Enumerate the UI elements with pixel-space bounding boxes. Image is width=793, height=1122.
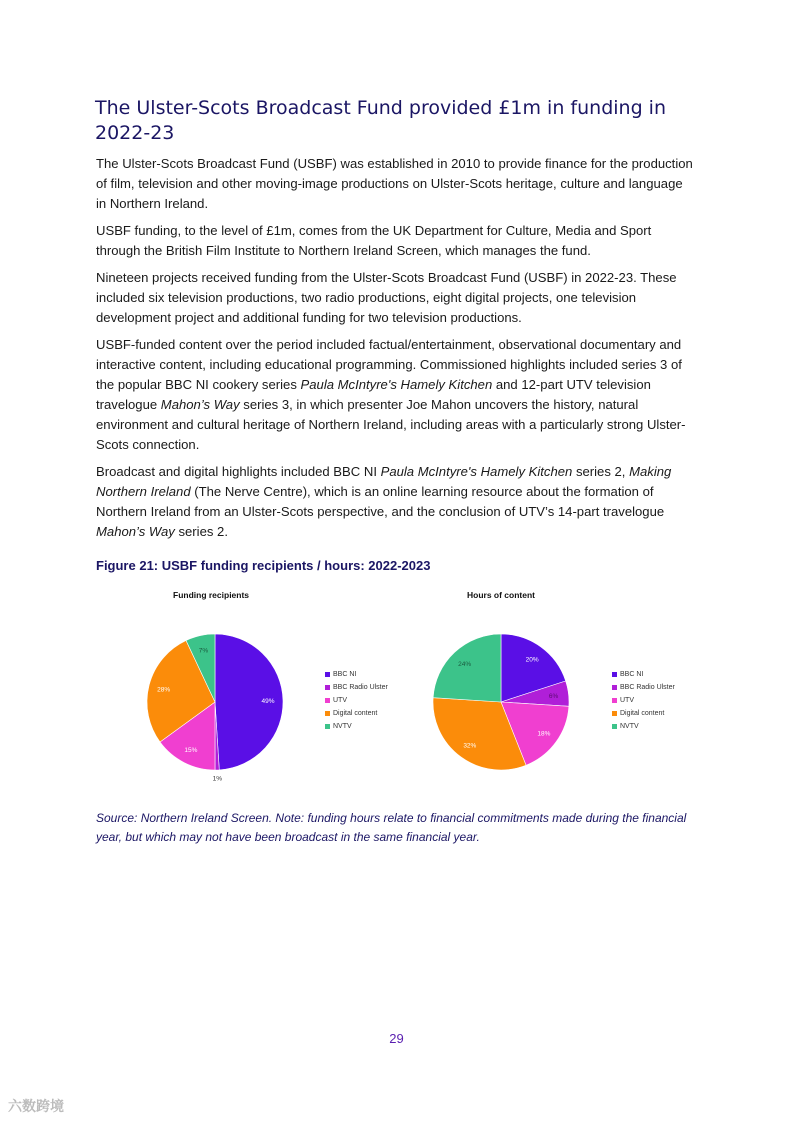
legend-swatch	[612, 672, 617, 677]
chart-title-funding: Funding recipients	[173, 590, 250, 600]
data-label: 49%	[261, 697, 275, 705]
data-label: 20%	[525, 656, 539, 664]
programme-title: Making Northern Ireland	[96, 464, 672, 499]
data-label: 18%	[537, 730, 551, 738]
legend-label: BBC NI	[333, 671, 357, 678]
legend-label: UTV	[333, 697, 347, 704]
text: series 2,	[572, 464, 630, 479]
data-label: 28%	[157, 686, 171, 694]
data-label: 15%	[184, 746, 198, 754]
legend-funding	[325, 668, 388, 733]
legend-swatch	[612, 685, 617, 690]
legend-item	[325, 694, 388, 707]
legend-swatch	[612, 698, 617, 703]
text: (The Nerve Centre), which is an online learning resource about the formation of Northern Ireland from an Ulster-Scots perspective, and the conclusion of UTV’s 14-part travelogue	[96, 484, 665, 519]
legend-swatch	[612, 711, 617, 716]
programme-title: Paula McIntyre's Hamely Kitchen	[300, 377, 493, 392]
data-label: 6%	[548, 692, 559, 700]
legend-label: NVTV	[620, 723, 639, 730]
paragraph-1: The Ulster-Scots Broadcast Fund (USBF) was established in 2010 to provide finance for the production of film, television and other moving-image productions on Ulster-Scots heritage, culture and language in Northern Ireland.	[96, 156, 693, 211]
legend-swatch	[325, 711, 330, 716]
text: Broadcast and digital highlights included BBC NI	[96, 464, 381, 479]
pie-slice-nvtv	[433, 634, 501, 702]
programme-title: Mahon’s Way	[96, 524, 175, 539]
legend-item	[612, 720, 675, 733]
legend-label: NVTV	[333, 723, 352, 730]
legend-label: Digital content	[333, 710, 378, 717]
data-label: 7%	[198, 647, 209, 655]
text: series 3, in which presenter Joe Mahon uncovers the history, natural environment and cultural heritage of Northern Ireland, including areas with a particularly strong Ulster-Scots connection.	[96, 397, 686, 452]
watermark: 六数跨境	[8, 1098, 64, 1114]
data-label: 1%	[212, 775, 223, 783]
chart-title-hours: Hours of content	[467, 590, 535, 600]
source-note: Source: Northern Ireland Screen. Note: funding hours relate to financial commitments made during the financial year, but which may not have been broadcast in the same financial year.	[96, 811, 687, 844]
legend-swatch	[325, 685, 330, 690]
text: and 12-part UTV television travelogue	[96, 377, 651, 412]
legend-item	[325, 668, 388, 681]
paragraph-2: USBF funding, to the level of £1m, comes from the UK Department for Culture, Media and Sport through the British Film Institute to Northern Ireland Screen, which manages the fund.	[96, 223, 652, 258]
legend-label: UTV	[620, 697, 634, 704]
text: series 2.	[174, 524, 228, 539]
legend-item	[612, 694, 675, 707]
programme-title: Paula McIntyre's Hamely Kitchen	[380, 464, 573, 479]
legend-swatch	[325, 724, 330, 729]
legend-hours	[612, 668, 675, 733]
legend-item	[612, 681, 675, 694]
data-label: 24%	[458, 660, 472, 668]
legend-item	[325, 720, 388, 733]
page-number: 29	[389, 1031, 404, 1046]
text: USBF-funded content over the period included factual/entertainment, observational documentary and interactive content, including educational programming. Commissioned highlights included series 3 of the popular BBC NI cookery series	[96, 337, 682, 392]
paragraph-3: Nineteen projects received funding from the Ulster-Scots Broadcast Fund (USBF) in 2022-23. These included six television productions, two radio productions, eight digital projects, one television development project and additional funding for two television productions.	[96, 270, 677, 325]
legend-label: Digital content	[620, 710, 665, 717]
legend-item	[325, 681, 388, 694]
legend-item	[612, 707, 675, 720]
legend-item	[612, 668, 675, 681]
legend-label: BBC Radio Ulster	[620, 684, 675, 691]
legend-item	[325, 707, 388, 720]
figure-caption: Figure 21: USBF funding recipients / hours: 2022-2023	[96, 558, 431, 573]
page-heading: The Ulster-Scots Broadcast Fund provided £1m in funding in 2022-23	[95, 97, 666, 144]
legend-swatch	[325, 672, 330, 677]
legend-swatch	[325, 698, 330, 703]
programme-title: Mahon’s Way	[160, 397, 240, 412]
legend-label: BBC Radio Ulster	[333, 684, 388, 691]
legend-swatch	[612, 724, 617, 729]
legend-label: BBC NI	[620, 671, 644, 678]
data-label: 32%	[463, 742, 477, 750]
